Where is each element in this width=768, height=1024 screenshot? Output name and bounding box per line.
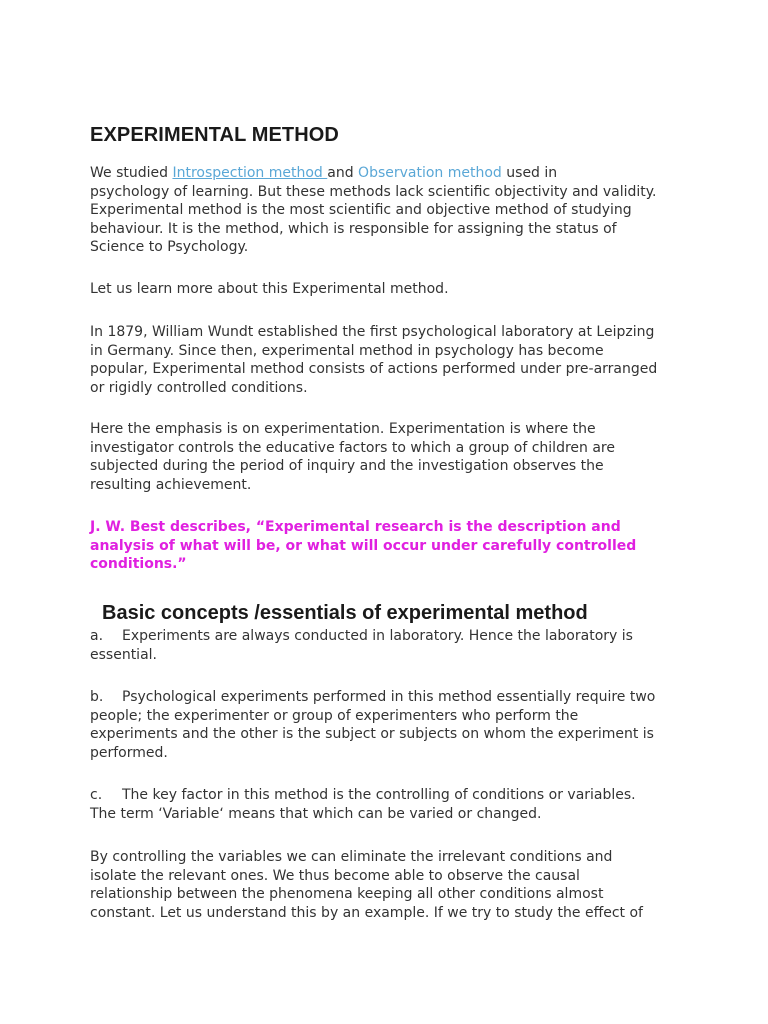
- intro-paragraph: [90, 164, 690, 257]
- controlling-line-4: constant. Let us understand this by an example. If we try to study the effect of: [90, 904, 643, 921]
- item-a-line-1: Experiments are always conducted in laboratory. Hence the laboratory is: [122, 628, 633, 644]
- intro-mid: and: [327, 165, 359, 181]
- history-line-3: popular, Experimental method consists of actions performed under pre-arranged: [90, 361, 658, 377]
- intro-rest: used in: [501, 165, 558, 181]
- item-a-line-2: essential.: [90, 646, 157, 663]
- quote-line-2: analysis of what will be, or what will occur under carefully controlled: [90, 537, 637, 554]
- page-title: EXPERIMENTAL METHOD: [90, 124, 339, 146]
- essential-item-c: [90, 786, 690, 823]
- item-b-line-2: people; the experimenter or group of experimenters who perform the: [90, 707, 579, 724]
- emphasis-line-3: subjected during the period of inquiry and the investigation observes the: [90, 458, 604, 474]
- best-quote: [90, 518, 690, 574]
- section-heading: Basic concepts /essentials of experimental method: [102, 602, 588, 624]
- controlling-line-3: relationship between the phenomena keeping all other conditions almost: [90, 886, 604, 902]
- item-b-line-1: Psychological experiments performed in this method essentially require two: [122, 689, 656, 705]
- intro-line-3: Experimental method is the most scientific and objective method of studying: [90, 202, 632, 218]
- intro-line-4: behaviour. It is the method, which is responsible for assigning the status of: [90, 220, 617, 237]
- item-c-line-1: The key factor in this method is the controlling of conditions or variables.: [122, 787, 636, 803]
- quote-line-1: J. W. Best describes, “Experimental research is the description and: [90, 519, 621, 535]
- item-b-line-3: experiments and the other is the subject or subjects on whom the experiment is: [90, 726, 654, 742]
- item-b-line-4: performed.: [90, 744, 168, 761]
- controlling-line-1: By controlling the variables we can eliminate the irrelevant conditions and: [90, 849, 613, 865]
- essential-item-b: [90, 688, 690, 762]
- history-line-2: in Germany. Since then, experimental method in psychology has become: [90, 342, 604, 359]
- quote-line-3: conditions.”: [90, 556, 187, 572]
- history-line-4: or rigidly controlled conditions.: [90, 379, 308, 396]
- introspection-method-link[interactable]: Introspection method: [172, 165, 328, 181]
- history-line-1: In 1879, William Wundt established the first psychological laboratory at Leipzing: [90, 324, 655, 340]
- item-c-line-2: The term ‘Variable‘ means that which can be varied or changed.: [90, 805, 542, 822]
- emphasis-line-2: investigator controls the educative factors to which a group of children are: [90, 439, 615, 456]
- emphasis-line-4: resulting achievement.: [90, 476, 252, 493]
- item-a-letter: a.: [90, 628, 104, 644]
- controlling-variables-paragraph: [90, 848, 690, 922]
- item-b-letter: b.: [90, 689, 104, 705]
- emphasis-paragraph: [90, 420, 690, 494]
- intro-line-2: psychology of learning. But these methods lack scientific objectivity and validity.: [90, 183, 657, 200]
- emphasis-line-1: Here the emphasis is on experimentation. Experimentation is where the: [90, 421, 596, 437]
- learn-more-paragraph: Let us learn more about this Experimental method.: [90, 281, 449, 297]
- observation-method-link[interactable]: Observation method: [358, 165, 502, 181]
- controlling-line-2: isolate the relevant ones. We thus become able to observe the causal: [90, 867, 580, 884]
- history-paragraph: [90, 323, 690, 397]
- item-c-letter: c.: [90, 787, 103, 803]
- intro-prefix: We studied: [90, 165, 173, 181]
- intro-line-5: Science to Psychology.: [90, 239, 249, 255]
- essential-item-a: [90, 627, 690, 664]
